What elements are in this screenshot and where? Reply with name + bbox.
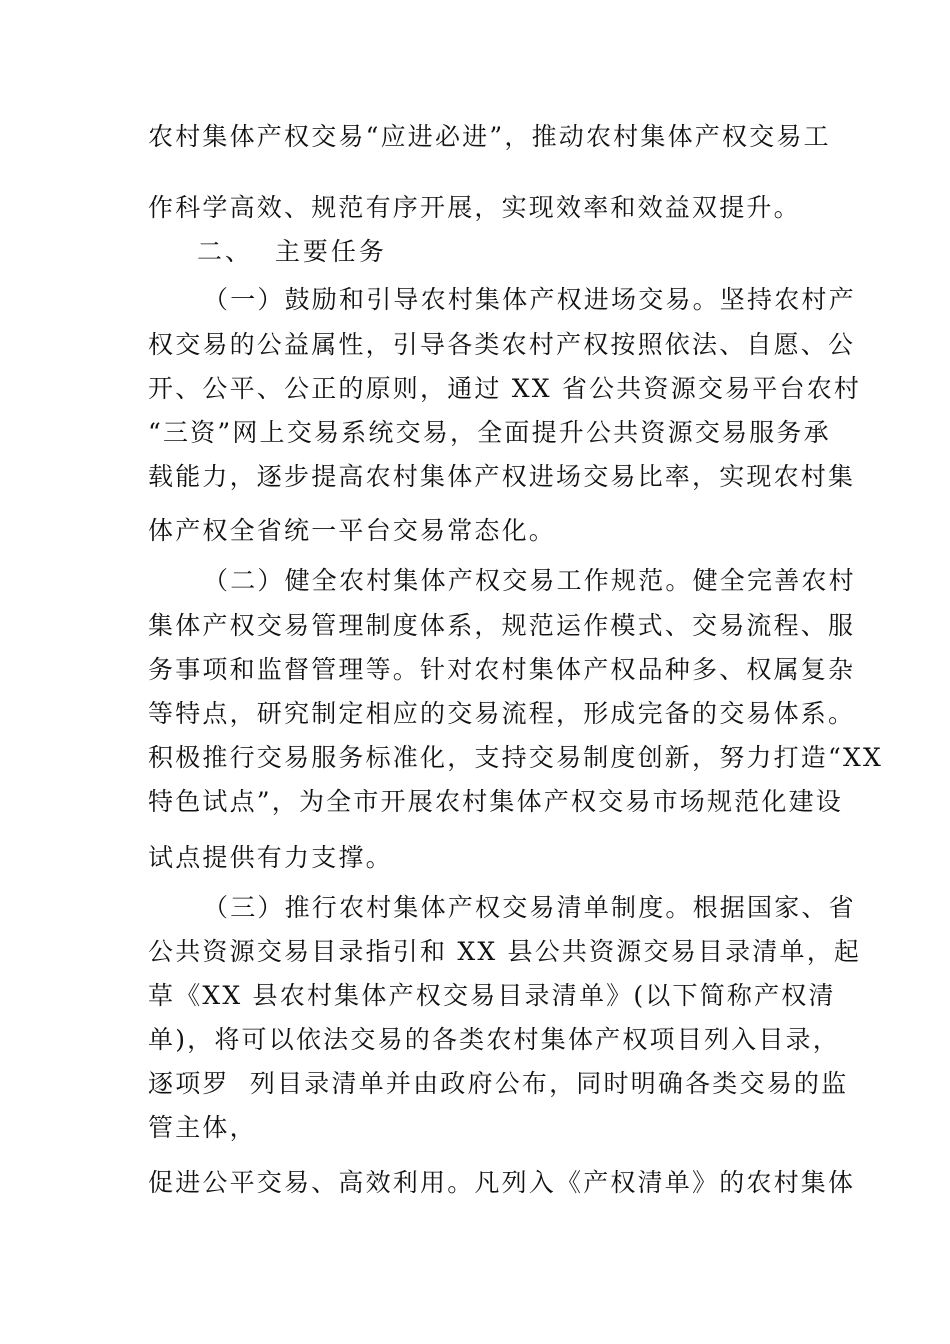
paragraph-3-line-4: 单)，将可以依法交易的各类农村集体产权项目列入目录， bbox=[148, 1025, 840, 1054]
paragraph-1-line-4: “三资”网上交易系统交易，全面提升公共资源交易服务承 bbox=[148, 418, 831, 447]
paragraph-2-line-6: 特色试点”，为全市开展农村集体产权交易市场规范化建设 bbox=[148, 787, 843, 816]
paragraph-3-line-1: （三）推行农村集体产权交易清单制度。根据国家、省 bbox=[203, 893, 856, 922]
paragraph-2-line-4: 等特点，研究制定相应的交易流程，形成完备的交易体系。 bbox=[148, 699, 856, 728]
paragraph-3-line-2: 公共资源交易目录指引和 XX 县公共资源交易目录清单，起 bbox=[148, 937, 862, 966]
paragraph-1-line-3: 开、公平、公正的原则，通过 XX 省公共资源交易平台农村 bbox=[148, 374, 862, 403]
paragraph-3-line-7: 促进公平交易、高效利用。凡列入《产权清单》的农村集体 bbox=[148, 1168, 856, 1197]
text-line-1: 农村集体产权交易“应进必进”，推动农村集体产权交易工 bbox=[148, 122, 831, 151]
text-line-2: 作科学高效、规范有序开展，实现效率和效益双提升。 bbox=[148, 193, 801, 222]
paragraph-2-line-5: 积极推行交易服务标准化，支持交易制度创新，努力打造“XX bbox=[148, 743, 883, 772]
paragraph-3-line-6: 管主体， bbox=[148, 1113, 257, 1142]
paragraph-1-line-2: 权交易的公益属性，引导各类农村产权按照依法、自愿、公 bbox=[148, 330, 856, 359]
paragraph-2-line-3: 务事项和监督管理等。针对农村集体产权品种多、权属复杂 bbox=[148, 655, 856, 684]
paragraph-1-line-6: 体产权全省统一平台交易常态化。 bbox=[148, 516, 557, 545]
paragraph-3-line-3: 草《XX 县农村集体产权交易目录清单》(以下简称产权清 bbox=[148, 981, 836, 1010]
section-heading: 二、 主要任务 bbox=[197, 237, 387, 266]
paragraph-1-line-5: 载能力，逐步提高农村集体产权进场交易比率，实现农村集 bbox=[148, 462, 856, 491]
paragraph-2-line-1: （二）健全农村集体产权交易工作规范。健全完善农村 bbox=[203, 566, 856, 595]
paragraph-2-line-2: 集体产权交易管理制度体系，规范运作模式、交易流程、服 bbox=[148, 611, 856, 640]
paragraph-1-line-1: （一）鼓励和引导农村集体产权进场交易。坚持农村产 bbox=[203, 285, 856, 314]
paragraph-2-line-7: 试点提供有力支撑。 bbox=[148, 843, 393, 872]
paragraph-3-line-5: 逐项罗 列目录清单并由政府公布，同时明确各类交易的监 bbox=[148, 1069, 849, 1098]
